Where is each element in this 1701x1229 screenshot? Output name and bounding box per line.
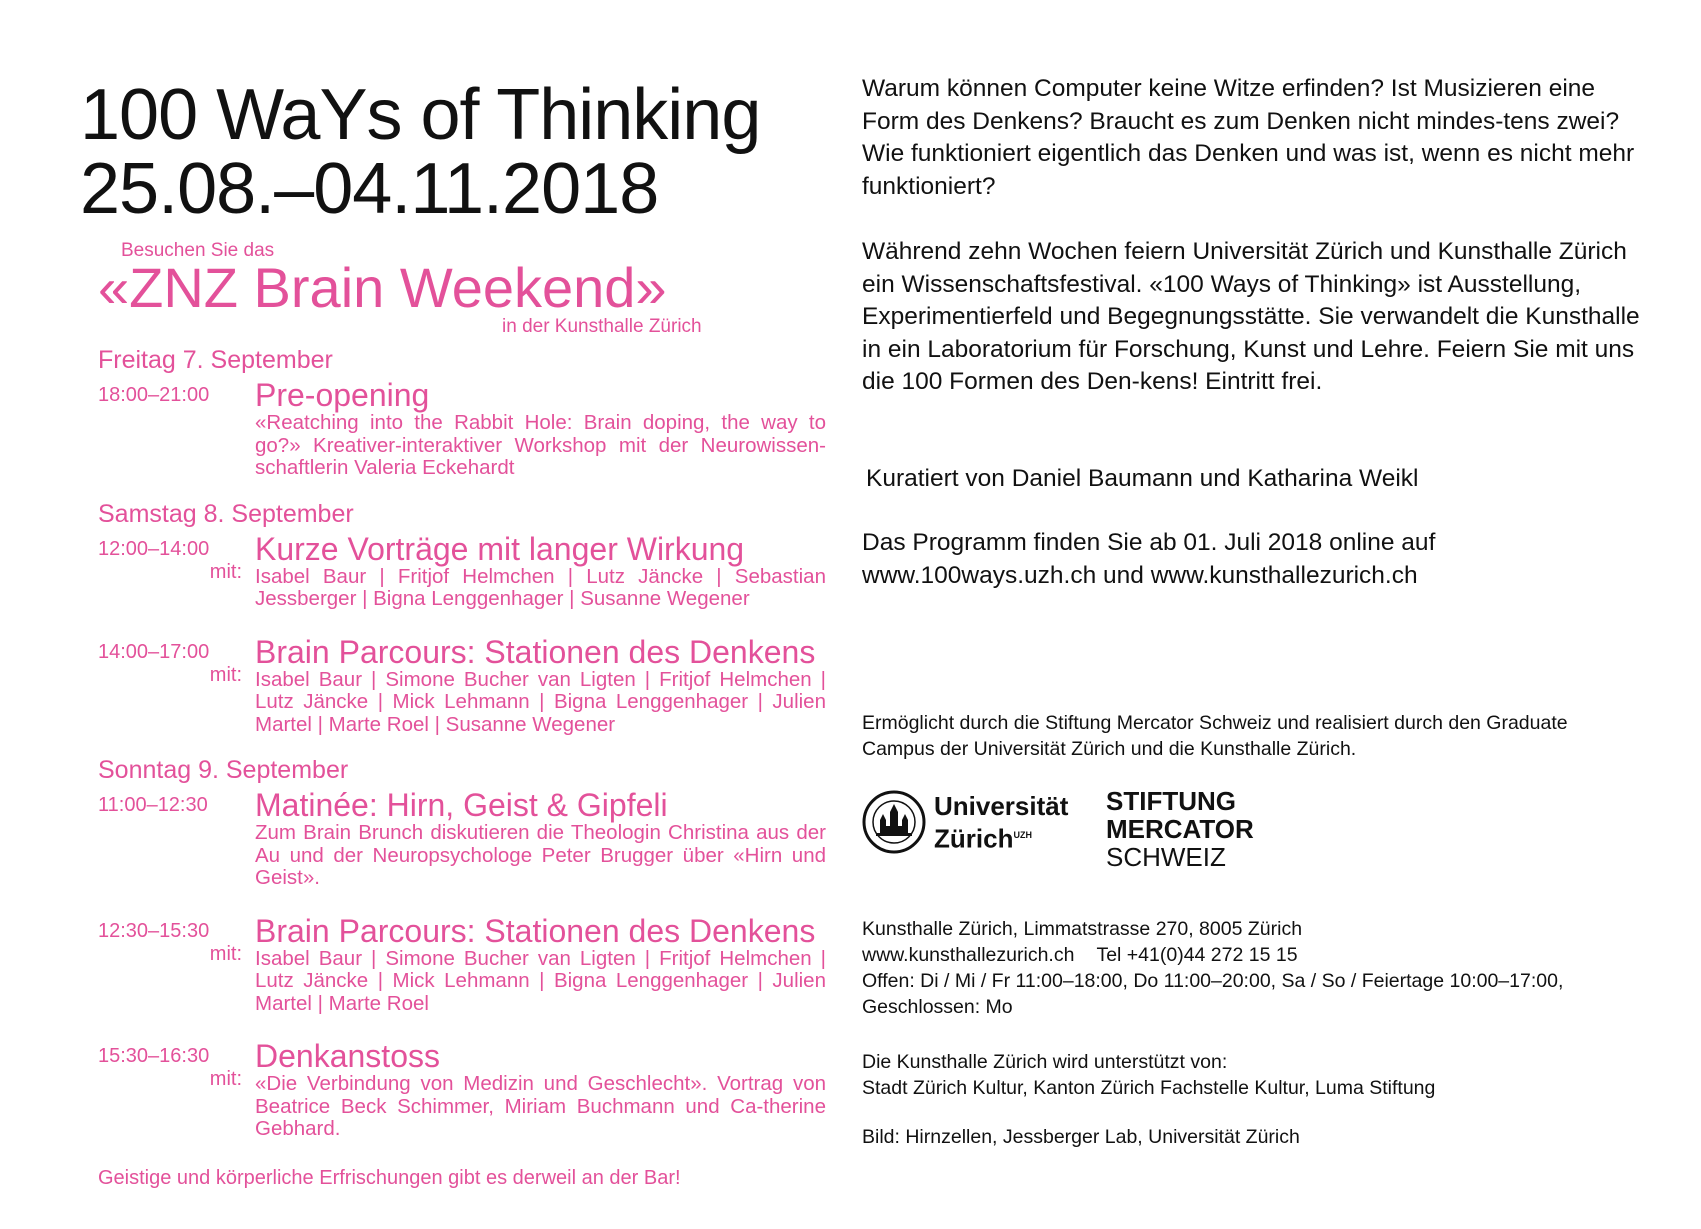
page-title <box>80 75 761 229</box>
entry-with-label: mit: <box>209 663 242 686</box>
sponsor-logos <box>862 786 1462 872</box>
entry-time: 12:00–14:00 <box>98 537 210 560</box>
entry-times <box>98 1039 255 1141</box>
opening-hours: Offen: Di / Mi / Fr 11:00–18:00, Do 11:00–20:00, Sa / So / Feiertage 10:00–17:00, Geschlossen: Mo <box>862 970 1564 1018</box>
day-heading-sunday: Sonntag 9. September <box>98 756 349 784</box>
program-line-2: www.100ways.uzh.ch und www.kunsthallezurich.ch <box>862 561 1418 589</box>
uzh-logo-line-2: Zürich <box>934 823 1014 854</box>
mercator-logo-line-2: MERCATOR <box>1106 814 1254 844</box>
title-line-2: 25.08.–04.11.2018 <box>80 149 659 229</box>
entry-title: Brain Parcours: Stationen des Denkens <box>255 633 816 670</box>
entry-content <box>255 635 826 737</box>
mercator-logo-line-3: SCHWEIZ <box>1106 842 1226 872</box>
address-website: www.kunsthallezurich.ch <box>862 944 1075 966</box>
entry-description: «Die Verbindung von Medizin und Geschlecht». Vortrag von Beatrice Beck Schimmer, Miriam Buchmann und Ca-therine Gebhard. <box>255 1072 826 1140</box>
entry-content <box>255 1039 826 1141</box>
uzh-seal-icon <box>862 790 926 854</box>
support-block <box>862 1049 1642 1101</box>
entry-description: «Reatching into the Rabbit Hole: Brain doping, the way to go?» Kreativer-interaktiver Workshop mit der Neurowissen-schaftlerin Valeria Eckehardt <box>255 411 826 479</box>
address-block <box>862 916 1642 1020</box>
mercator-logo-line-1: STIFTUNG <box>1106 786 1236 816</box>
uzh-logo-line-1: Universität <box>934 791 1069 821</box>
day-heading-saturday: Samstag 8. September <box>98 499 354 528</box>
event-name: «ZNZ Brain Weekend» <box>98 256 667 319</box>
entry-times <box>98 532 255 611</box>
refreshments-note: Geistige und körperliche Erfrischungen gibt es derweil an der Bar! <box>98 1166 681 1189</box>
entry-title: Brain Parcours: Stationen des Denkens <box>255 912 816 949</box>
schedule-entry <box>98 635 826 737</box>
entry-time: 12:30–15:30 <box>98 919 210 942</box>
entry-title: Kurze Vorträge mit langer Wirkung <box>255 530 745 567</box>
entry-with-label: mit: <box>209 1068 242 1090</box>
entry-time: 11:00–12:30 <box>98 794 208 816</box>
entry-times <box>98 378 255 480</box>
intro-questions: Warum können Computer keine Witze erfinden? Ist Musizieren eine Form des Denkens? Braucht es zum Denken nicht mindes-tens zwei? Wie funktioniert eigentlich das Denken und was ist, wenn es nicht mehr funktioniert? <box>862 75 1635 200</box>
festival-description: Während zehn Wochen feiern Universität Zürich und Kunsthalle Zürich ein Wissenschaftsfestival. «100 Ways of Thinking» ist Ausstellung, Experimentierfeld und Begegnungsstätte. Sie verwandelt die Kunsthalle in ein Laboratorium für Forschung, Kunst und Lehre. Feiern Sie mit uns die 100 Formen des Den-kens! Eintritt frei. <box>862 238 1640 395</box>
entry-content <box>255 788 826 890</box>
entry-title: Denkanstoss <box>255 1038 440 1074</box>
program-line-1: Das Programm finden Sie ab 01. Juli 2018 online auf <box>862 529 1436 556</box>
entry-description: Isabel Baur | Simone Bucher van Ligten | Fritjof Helmchen | Lutz Jäncke | Mick Lehmann | Bigna Lenggenhager | Julien Martel | Marte Roel <box>255 946 826 1015</box>
entry-content <box>255 914 826 1016</box>
schedule-entry <box>98 788 826 890</box>
entry-times <box>98 788 255 890</box>
schedule-entry <box>98 914 826 1016</box>
entry-times <box>98 635 255 737</box>
uzh-logo-text <box>934 792 1068 854</box>
entry-description: Isabel Baur | Simone Bucher van Ligten | Fritjof Helmchen | Lutz Jäncke | Mick Lehmann | Bigna Lenggenhager | Julien Martel | Marte Roel | Susanne Wegener <box>255 667 826 736</box>
address-line: Kunsthalle Zürich, Limmatstrasse 270, 8005 Zürich <box>862 918 1303 940</box>
curator-credit: Kuratiert von Daniel Baumann und Katharina Weikl <box>866 465 1419 492</box>
entry-content <box>255 378 826 480</box>
schedule-entry <box>98 1039 826 1141</box>
event-venue: in der Kunsthalle Zürich <box>502 316 702 337</box>
address-phone: Tel +41(0)44 272 15 15 <box>1096 944 1298 966</box>
support-line-2: Stadt Zürich Kultur, Kanton Zürich Fachstelle Kultur, Luma Stiftung <box>862 1077 1436 1099</box>
entry-content <box>255 532 826 611</box>
entry-description: Isabel Baur | Fritjof Helmchen | Lutz Jäncke | Sebastian Jessberger | Bigna Lenggenhager | Susanne Wegener <box>255 564 826 610</box>
uzh-logo-sup: UZH <box>1013 830 1032 840</box>
support-line-1: Die Kunsthalle Zürich wird unterstützt von: <box>862 1051 1228 1073</box>
entry-description: Zum Brain Brunch diskutieren die Theologin Christina aus der Au und der Neuropsychologe Peter Brugger über «Hirn und Geist». <box>255 821 826 889</box>
schedule-entry <box>98 532 826 611</box>
event-pretext: Besuchen Sie das <box>121 240 275 261</box>
day-heading-friday: Freitag 7. September <box>98 346 333 374</box>
mercator-logo <box>1106 787 1254 871</box>
schedule-entry <box>98 378 826 480</box>
entry-with-label: mit: <box>209 560 242 583</box>
entry-with-label: mit: <box>209 942 242 965</box>
image-credit: Bild: Hirnzellen, Jessberger Lab, Universität Zürich <box>862 1126 1300 1148</box>
entry-time: 14:00–17:00 <box>98 640 210 663</box>
title-line-1: 100 WaYs of Thinking <box>80 75 761 155</box>
entry-time: 18:00–21:00 <box>98 384 210 406</box>
entry-title: Matinée: Hirn, Geist & Gipfeli <box>255 787 668 823</box>
entry-title: Pre-opening <box>255 377 430 413</box>
schedule <box>98 346 826 1190</box>
entry-time: 15:30–16:30 <box>98 1045 210 1067</box>
sponsor-note: Ermöglicht durch die Stiftung Mercator Schweiz und realisiert durch den Graduate Campus der Universität Zürich und die Kunsthalle Zürich. <box>862 712 1568 760</box>
entry-times <box>98 914 255 1016</box>
program-info <box>862 527 1642 592</box>
